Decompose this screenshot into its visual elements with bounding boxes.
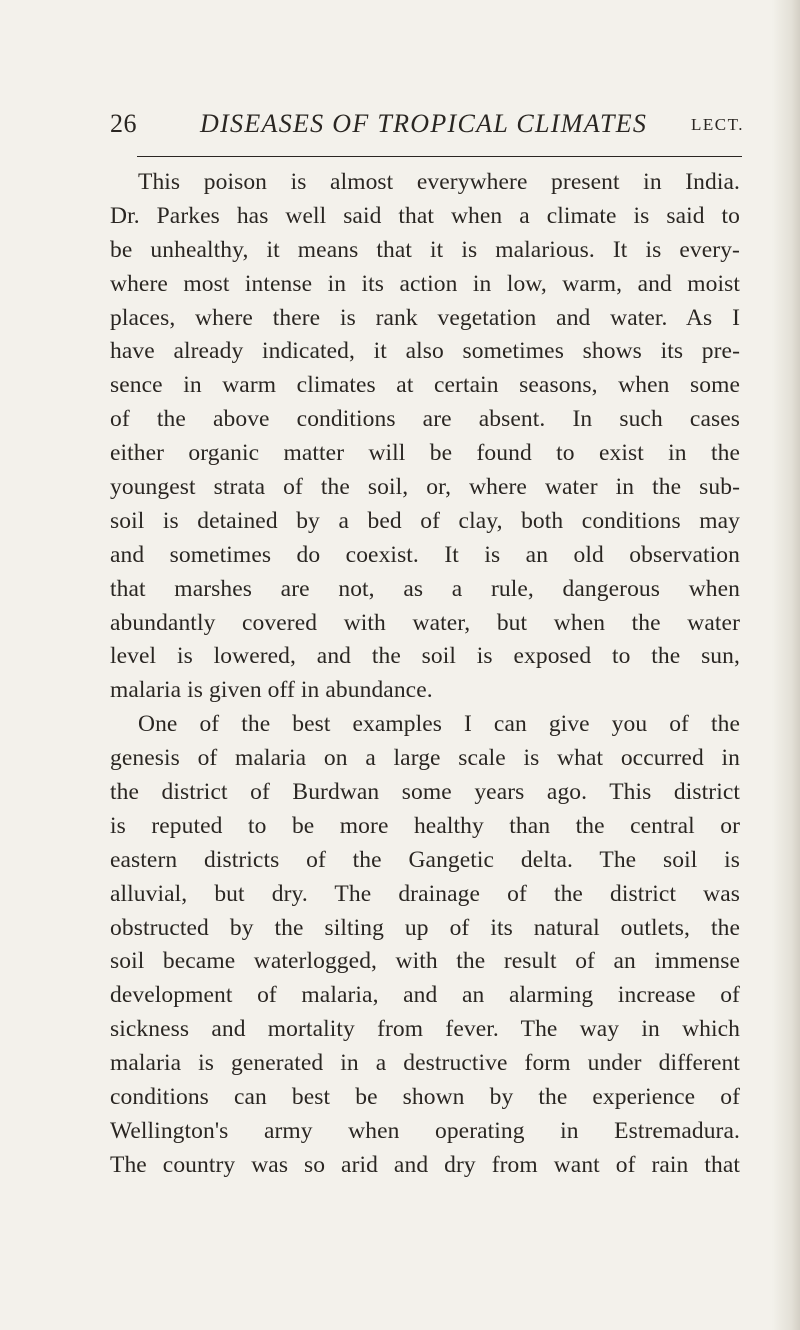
text-line: abundantly covered with water, but when the water (110, 609, 740, 636)
text-line: development of malaria, and an alarming increase of (110, 982, 740, 1009)
text-line: that marshes are not, as a rule, dangerous when (110, 575, 740, 602)
body-text (110, 166, 740, 1183)
text-line: eastern districts of the Gangetic delta. The soil is (110, 846, 740, 873)
text-line: malaria is given off in abundance. (110, 677, 433, 704)
text-line: the district of Burdwan some years ago. This district (110, 779, 740, 806)
text-line: of the above conditions are absent. In such cases (110, 406, 740, 433)
text-line: obstructed by the silting up of its natural outlets, the (110, 914, 740, 941)
text-line: places, where there is rank vegetation and water. As I (110, 304, 740, 331)
page-edge-shadow (772, 0, 800, 1330)
text-line: Wellington's army when operating in Estremadura. (110, 1117, 740, 1144)
text-line: be unhealthy, it means that it is malarious. It is every- (110, 236, 740, 263)
text-line: sence in warm climates at certain seasons, when some (110, 372, 740, 399)
text-line: level is lowered, and the soil is exposed to the sun, (110, 643, 740, 670)
text-line: where most intense in its action in low, warm, and moist (110, 270, 740, 297)
text-line: One of the best examples I can give you of the (138, 711, 740, 738)
text-line: either organic matter will be found to exist in the (110, 440, 740, 467)
text-line: alluvial, but dry. The drainage of the district was (110, 880, 740, 907)
lecture-label: LECT. (691, 115, 744, 134)
page-header (110, 106, 744, 146)
text-line: is reputed to be more healthy than the central or (110, 812, 740, 839)
header-rule (137, 156, 742, 157)
text-line: have already indicated, it also sometimes shows its pre- (110, 338, 740, 365)
text-line: sickness and mortality from fever. The way in which (110, 1016, 740, 1043)
text-line: The country was so arid and dry from want of rain that (110, 1151, 740, 1178)
text-line: soil became waterlogged, with the result of an immense (110, 948, 740, 975)
text-line: soil is detained by a bed of clay, both conditions may (110, 507, 740, 534)
text-line: youngest strata of the soil, or, where water in the sub- (110, 474, 740, 501)
page-number: 26 (110, 109, 137, 138)
running-head: DISEASES OF TROPICAL CLIMATES (200, 109, 648, 138)
text-line: malaria is generated in a destructive form under different (110, 1050, 740, 1077)
text-line: genesis of malaria on a large scale is what occurred in (110, 745, 740, 772)
text-line: This poison is almost everywhere present in India. (138, 169, 740, 195)
text-line: Dr. Parkes has well said that when a climate is said to (110, 202, 740, 229)
text-line: and sometimes do coexist. It is an old observation (110, 541, 740, 568)
text-line: conditions can best be shown by the experience of (110, 1084, 740, 1111)
